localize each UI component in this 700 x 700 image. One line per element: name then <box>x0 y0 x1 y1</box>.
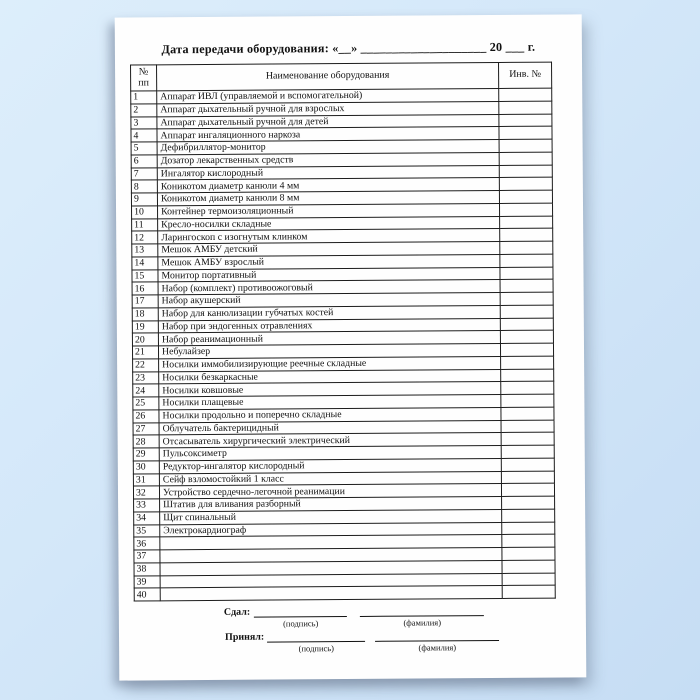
received-surname-field <box>375 630 499 653</box>
cell-inv <box>501 420 554 433</box>
cell-name: Набор акушерский <box>158 292 500 307</box>
cell-name: Носилки иммобилизирующие реечные складные <box>159 356 501 371</box>
cell-name: Ларингоскоп с изогнутым клинком <box>158 229 500 244</box>
cell-name: Дефибриллятор-монитор <box>157 139 499 154</box>
signature-caption: (подпись) <box>298 643 334 654</box>
received-row <box>119 629 586 654</box>
cell-num: 14 <box>132 257 158 270</box>
cell-num: 30 <box>133 461 159 474</box>
cell-name: Набор для канюлизации губчатых костей <box>158 305 500 320</box>
cell-inv <box>500 318 553 331</box>
column-header-inv: Инв. № <box>499 62 552 88</box>
cell-inv <box>502 585 555 598</box>
cell-num: 33 <box>134 499 160 512</box>
gave-signature-field <box>254 606 347 629</box>
cell-name: Набор реанимационный <box>158 331 500 346</box>
cell-inv <box>500 330 553 343</box>
cell-inv <box>499 126 552 139</box>
cell-name: Щит спинальный <box>160 509 502 524</box>
cell-inv <box>501 394 554 407</box>
column-header-name: Наименование оборудования <box>157 62 499 90</box>
column-header-number <box>131 65 157 91</box>
cell-name: Устройство сердечно-легочной реанимации <box>159 484 501 499</box>
signature-line <box>267 631 365 643</box>
cell-name: Коникотом диаметр канюли 8 мм <box>157 190 499 205</box>
cell-num: 25 <box>133 397 159 410</box>
cell-num: 6 <box>131 155 157 168</box>
cell-name: Мешок АМБУ детский <box>158 241 500 256</box>
cell-inv <box>499 139 552 152</box>
cell-num: 2 <box>131 104 157 117</box>
cell-inv <box>502 496 555 509</box>
cell-num: 37 <box>134 550 160 563</box>
gave-surname-field <box>360 605 484 628</box>
cell-num: 35 <box>134 524 160 537</box>
cell-num: 32 <box>133 486 159 499</box>
cell-inv <box>501 458 554 471</box>
cell-inv <box>499 203 552 216</box>
cell-inv <box>500 279 553 292</box>
cell-inv <box>499 114 552 127</box>
cell-num: 19 <box>132 320 158 333</box>
cell-num: 27 <box>133 422 159 435</box>
cell-inv <box>500 267 553 280</box>
equipment-table <box>130 62 556 602</box>
cell-name: Монитор портативный <box>158 267 500 282</box>
cell-inv <box>502 560 555 573</box>
cell-inv <box>501 381 554 394</box>
cell-num: 15 <box>132 269 158 282</box>
cell-inv <box>499 190 552 203</box>
cell-num: 24 <box>133 384 159 397</box>
cell-inv <box>500 241 553 254</box>
cell-name: Сейф взломостойкий 1 класс <box>159 471 501 486</box>
cell-name: Облучатель бактерицидный <box>159 420 501 435</box>
cell-name: Отсасыватель хирургический электрический <box>159 433 501 448</box>
cell-inv <box>500 216 553 229</box>
cell-name: Носилки безкаркасные <box>159 369 501 384</box>
cell-num: 28 <box>133 435 159 448</box>
cell-num: 36 <box>134 537 160 550</box>
cell-inv <box>499 152 552 165</box>
cell-num: 7 <box>131 167 157 180</box>
surname-caption: (фамилия) <box>418 642 457 653</box>
cell-inv <box>502 509 555 522</box>
cell-name: Аппарат ИВЛ (управляемой и вспомогательной) <box>157 88 499 103</box>
cell-inv <box>500 228 553 241</box>
cell-name: Небулайзер <box>158 343 500 358</box>
cell-inv <box>499 165 552 178</box>
cell-inv <box>502 534 555 547</box>
cell-num: 3 <box>131 116 157 129</box>
table-row <box>134 585 555 601</box>
page-title: Дата передачи оборудования: «__» ____________________ 20 ___ г. <box>161 39 536 57</box>
paper-sheet <box>115 14 587 680</box>
cell-name: Набор (комплект) противоожоговый <box>158 280 500 295</box>
cell-num: 20 <box>132 333 158 346</box>
cell-num: 39 <box>134 575 160 588</box>
cell-num: 1 <box>131 91 157 104</box>
column-header-number-line2: пп <box>138 76 150 88</box>
cell-inv <box>500 254 553 267</box>
cell-inv <box>500 343 553 356</box>
gave-row <box>119 604 586 629</box>
cell-inv <box>501 369 554 382</box>
cell-name: Электрокардиограф <box>160 522 502 537</box>
cell-name <box>160 586 502 601</box>
cell-name: Редуктор-ингалятор кислородный <box>159 458 501 473</box>
cell-num: 34 <box>134 512 160 525</box>
cell-name: Мешок АМБУ взрослый <box>158 254 500 269</box>
cell-name: Носилки продольно и поперечно складные <box>159 407 501 422</box>
cell-num: 26 <box>133 410 159 423</box>
surname-line <box>360 605 484 617</box>
cell-num: 9 <box>131 193 157 206</box>
cell-name: Пульсоксиметр <box>159 445 501 460</box>
cell-inv <box>501 432 554 445</box>
cell-num: 21 <box>132 346 158 359</box>
cell-num: 8 <box>131 180 157 193</box>
cell-inv <box>502 573 555 586</box>
received-label: Принял: <box>224 631 265 643</box>
cell-num: 16 <box>132 282 158 295</box>
cell-name: Аппарат ингаляционного наркоза <box>157 127 499 142</box>
signatures-section <box>119 604 586 654</box>
cell-num: 5 <box>131 142 157 155</box>
cell-name: Набор при эндогенных отравлениях <box>158 318 500 333</box>
surname-line <box>375 630 499 642</box>
cell-inv <box>501 407 554 420</box>
cell-inv <box>500 305 553 318</box>
cell-name: Ингалятор кислородный <box>157 165 499 180</box>
cell-num: 31 <box>133 473 159 486</box>
cell-inv <box>501 356 554 369</box>
cell-inv <box>501 445 554 458</box>
cell-name: Контейнер термоизоляционный <box>158 203 500 218</box>
cell-num: 10 <box>132 206 158 219</box>
surname-caption: (фамилия) <box>403 617 442 628</box>
cell-num: 40 <box>134 588 160 601</box>
received-signature-field <box>267 631 365 654</box>
signature-caption: (подпись) <box>283 618 319 629</box>
cell-num: 38 <box>134 563 160 576</box>
cell-inv <box>499 88 552 101</box>
cell-inv <box>502 547 555 560</box>
cell-inv <box>501 483 554 496</box>
cell-name: Дозатор лекарственных средств <box>157 152 499 167</box>
cell-name: Носилки ковшовые <box>159 382 501 397</box>
cell-num: 23 <box>133 371 159 384</box>
cell-num: 4 <box>131 129 157 142</box>
gave-label: Сдал: <box>223 606 251 618</box>
cell-num: 22 <box>133 359 159 372</box>
cell-inv <box>500 292 553 305</box>
cell-inv <box>499 177 552 190</box>
cell-num: 11 <box>132 218 158 231</box>
cell-name: Аппарат дыхательный ручной для детей <box>157 114 499 129</box>
cell-inv <box>502 522 555 535</box>
column-header-number-line1: № <box>138 66 149 78</box>
cell-num: 12 <box>132 231 158 244</box>
cell-name: Носилки плащевые <box>159 394 501 409</box>
cell-num: 29 <box>133 448 159 461</box>
cell-inv <box>499 101 552 114</box>
cell-num: 18 <box>132 308 158 321</box>
cell-num: 17 <box>132 295 158 308</box>
cell-num: 13 <box>132 244 158 257</box>
equipment-table-body <box>131 88 556 601</box>
cell-name: Кресло-носилки складные <box>158 216 500 231</box>
table-header <box>131 62 552 91</box>
cell-name: Штатив для вливания разборный <box>160 496 502 511</box>
signature-line <box>254 606 347 618</box>
cell-name: Аппарат дыхательный ручной для взрослых <box>157 101 499 116</box>
cell-inv <box>501 471 554 484</box>
cell-name: Коникотом диаметр канюли 4 мм <box>157 178 499 193</box>
